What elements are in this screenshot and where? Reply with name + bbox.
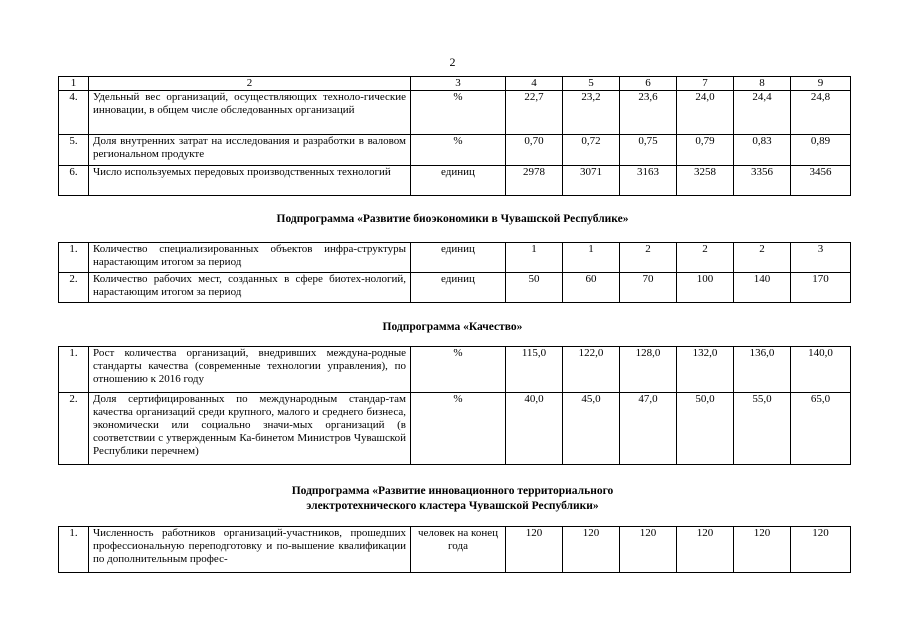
indicator-name: Количество специализированных объектов инфра-структуры нарастающим итогом за период	[89, 243, 411, 273]
value-cell: 40,0	[506, 393, 563, 465]
table-row	[59, 166, 851, 196]
value-cell: 2978	[506, 166, 563, 196]
value-cell: 3258	[677, 166, 734, 196]
value-cell: 2	[620, 243, 677, 273]
header-cell: 8	[734, 77, 791, 91]
unit: человек на конец года	[411, 527, 506, 573]
header-cell: 6	[620, 77, 677, 91]
value-cell: 47,0	[620, 393, 677, 465]
section-title: Подпрограмма «Развитие биоэкономики в Чувашской Республике»	[276, 213, 629, 225]
indicator-name: Число используемых передовых производственных технологий	[89, 166, 411, 196]
value-cell: 1	[506, 243, 563, 273]
value-cell: 120	[563, 527, 620, 573]
value-cell: 0,79	[677, 135, 734, 166]
value-cell: 24,0	[677, 91, 734, 135]
value-cell: 1	[563, 243, 620, 273]
header-cell: 5	[563, 77, 620, 91]
row-number: 1.	[59, 347, 89, 393]
value-cell: 60	[563, 273, 620, 303]
unit: %	[411, 135, 506, 166]
row-number: 1.	[59, 243, 89, 273]
table-row	[59, 273, 851, 303]
header-cell: 9	[791, 77, 851, 91]
value-cell: 24,4	[734, 91, 791, 135]
value-cell: 0,83	[734, 135, 791, 166]
value-cell: 0,72	[563, 135, 620, 166]
value-cell: 23,2	[563, 91, 620, 135]
indicator-name: Доля сертифицированных по международным стандар-там качества организаций среди крупного, малого и среднего бизнеса, экономически или социально значи-мых организаций (в соответствии с утвержденным Ка-бинетом Министров Чувашской Республики перечнем)	[89, 393, 411, 465]
indicators-table-cluster	[58, 526, 851, 573]
unit: единиц	[411, 166, 506, 196]
value-cell: 136,0	[734, 347, 791, 393]
header-cell: 7	[677, 77, 734, 91]
value-cell: 23,6	[620, 91, 677, 135]
row-number: 2.	[59, 393, 89, 465]
page-number: 2	[449, 55, 456, 69]
value-cell: 55,0	[734, 393, 791, 465]
value-cell: 45,0	[563, 393, 620, 465]
value-cell: 22,7	[506, 91, 563, 135]
value-cell: 128,0	[620, 347, 677, 393]
value-cell: 100	[677, 273, 734, 303]
header-cell: 3	[411, 77, 506, 91]
table-header-row	[59, 77, 851, 91]
value-cell: 24,8	[791, 91, 851, 135]
table-row	[59, 393, 851, 465]
unit: единиц	[411, 243, 506, 273]
table-row	[59, 135, 851, 166]
row-number: 1.	[59, 527, 89, 573]
value-cell: 2	[677, 243, 734, 273]
indicators-table-bioeconomy	[58, 242, 851, 303]
header-cell: 1	[59, 77, 89, 91]
value-cell: 65,0	[791, 393, 851, 465]
unit: %	[411, 91, 506, 135]
value-cell: 140,0	[791, 347, 851, 393]
row-number: 5.	[59, 135, 89, 166]
table-row	[59, 243, 851, 273]
indicator-name: Численность работников организаций-участников, прошедших профессиональную переподготовку и по-вышение квалификации по дополнительным профес-	[89, 527, 411, 573]
value-cell: 120	[734, 527, 791, 573]
value-cell: 122,0	[563, 347, 620, 393]
section-title-line1: Подпрограмма «Развитие инновационного территориального	[291, 485, 614, 497]
indicators-table-quality	[58, 346, 851, 465]
value-cell: 120	[677, 527, 734, 573]
value-cell: 0,70	[506, 135, 563, 166]
unit: единиц	[411, 273, 506, 303]
value-cell: 3	[791, 243, 851, 273]
row-number: 2.	[59, 273, 89, 303]
value-cell: 2	[734, 243, 791, 273]
indicator-name: Количество рабочих мест, созданных в сфере биотех-нологий, нарастающим итогом за период	[89, 273, 411, 303]
header-cell: 2	[89, 77, 411, 91]
indicator-name: Рост количества организаций, внедривших междуна-родные стандарты качества (современные технологии управления), по отношению к 2016 году	[89, 347, 411, 393]
section-title: Подпрограмма «Качество»	[382, 321, 523, 333]
value-cell: 0,75	[620, 135, 677, 166]
value-cell: 132,0	[677, 347, 734, 393]
value-cell: 115,0	[506, 347, 563, 393]
value-cell: 3456	[791, 166, 851, 196]
indicator-name: Доля внутренних затрат на исследования и разработки в валовом региональном продукте	[89, 135, 411, 166]
value-cell: 3163	[620, 166, 677, 196]
value-cell: 70	[620, 273, 677, 303]
value-cell: 3356	[734, 166, 791, 196]
value-cell: 50,0	[677, 393, 734, 465]
value-cell: 120	[506, 527, 563, 573]
value-cell: 50	[506, 273, 563, 303]
value-cell: 170	[791, 273, 851, 303]
value-cell: 120	[620, 527, 677, 573]
table-row	[59, 347, 851, 393]
header-cell: 4	[506, 77, 563, 91]
value-cell: 3071	[563, 166, 620, 196]
table-row	[59, 91, 851, 135]
indicators-table-main	[58, 76, 851, 196]
row-number: 4.	[59, 91, 89, 135]
value-cell: 0,89	[791, 135, 851, 166]
section-title-line2: электротехнического кластера Чувашской Республики»	[306, 500, 599, 512]
table-row	[59, 527, 851, 573]
unit: %	[411, 393, 506, 465]
value-cell: 140	[734, 273, 791, 303]
indicator-name: Удельный вес организаций, осуществляющих техноло-гические инновации, в общем числе обследованных организаций	[89, 91, 411, 135]
row-number: 6.	[59, 166, 89, 196]
value-cell: 120	[791, 527, 851, 573]
unit: %	[411, 347, 506, 393]
